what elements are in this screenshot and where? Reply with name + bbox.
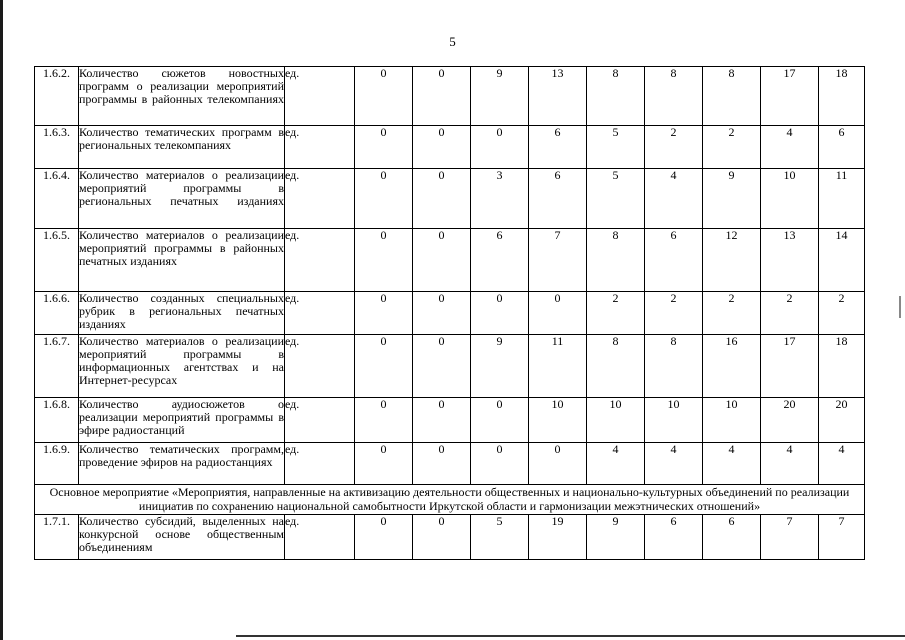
row-value-5: 8 xyxy=(587,67,645,126)
row-value-5: 9 xyxy=(587,515,645,560)
row-value-4: 13 xyxy=(529,67,587,126)
row-value-9: 4 xyxy=(819,443,865,485)
row-value-3: 5 xyxy=(471,515,529,560)
row-code: 1.6.5. xyxy=(35,229,79,292)
row-code: 1.6.3. xyxy=(35,126,79,169)
table-row xyxy=(35,515,865,560)
row-value-4: 11 xyxy=(529,335,587,398)
row-value-1: 0 xyxy=(355,292,413,335)
row-value-1: 0 xyxy=(355,335,413,398)
table-row xyxy=(35,335,865,398)
row-value-9: 6 xyxy=(819,126,865,169)
row-indicator-name: Количество материалов о реализации мероприятий программы в информационных агентствах и на Интернет-ресурсах xyxy=(79,335,285,398)
row-value-7: 2 xyxy=(703,126,761,169)
table-row xyxy=(35,398,865,443)
row-value-7: 9 xyxy=(703,169,761,229)
row-value-2: 0 xyxy=(413,229,471,292)
row-value-2: 0 xyxy=(413,169,471,229)
row-value-8: 17 xyxy=(761,335,819,398)
row-value-1: 0 xyxy=(355,67,413,126)
row-indicator-name: Количество сюжетов новостных программ о реализации мероприятий программы в районных телекомпаниях xyxy=(79,67,285,126)
row-value-5: 5 xyxy=(587,169,645,229)
row-value-6: 6 xyxy=(645,229,703,292)
row-value-6: 10 xyxy=(645,398,703,443)
row-value-6: 4 xyxy=(645,443,703,485)
footer-rule xyxy=(236,635,905,637)
row-unit: ед. xyxy=(285,229,355,292)
row-value-8: 17 xyxy=(761,67,819,126)
row-value-5: 10 xyxy=(587,398,645,443)
section-row xyxy=(35,485,865,515)
row-value-9: 14 xyxy=(819,229,865,292)
row-unit: ед. xyxy=(285,398,355,443)
table-row xyxy=(35,229,865,292)
row-value-5: 8 xyxy=(587,229,645,292)
row-value-1: 0 xyxy=(355,169,413,229)
row-code: 1.6.7. xyxy=(35,335,79,398)
row-value-4: 6 xyxy=(529,126,587,169)
row-value-8: 2 xyxy=(761,292,819,335)
row-value-6: 2 xyxy=(645,292,703,335)
scan-left-edge xyxy=(0,0,3,640)
row-code: 1.6.6. xyxy=(35,292,79,335)
table-row xyxy=(35,126,865,169)
row-indicator-name: Количество аудиосюжетов о реализации мероприятий программы в эфире радиостанций xyxy=(79,398,285,443)
row-value-3: 0 xyxy=(471,126,529,169)
row-value-6: 4 xyxy=(645,169,703,229)
row-value-4: 7 xyxy=(529,229,587,292)
row-value-7: 6 xyxy=(703,515,761,560)
row-value-6: 8 xyxy=(645,67,703,126)
row-value-3: 0 xyxy=(471,292,529,335)
indicators-table xyxy=(34,66,865,560)
table-row xyxy=(35,292,865,335)
table-row xyxy=(35,67,865,126)
row-value-3: 0 xyxy=(471,398,529,443)
row-value-1: 0 xyxy=(355,515,413,560)
row-value-1: 0 xyxy=(355,443,413,485)
row-value-7: 12 xyxy=(703,229,761,292)
section-title: Основное мероприятие «Мероприятия, направленные на активизацию деятельности общественных и национально-культурных объединений по реализации инициатив по сохранению национальной самобытности Иркутской области и гармонизации межэтнических отношений» xyxy=(35,485,865,515)
row-indicator-name: Количество субсидий, выделенных на конкурсной основе общественным объединениям xyxy=(79,515,285,560)
row-value-2: 0 xyxy=(413,67,471,126)
row-value-5: 5 xyxy=(587,126,645,169)
row-indicator-name: Количество тематических программ в региональных телекомпаниях xyxy=(79,126,285,169)
row-value-3: 6 xyxy=(471,229,529,292)
row-value-2: 0 xyxy=(413,292,471,335)
row-unit: ед. xyxy=(285,335,355,398)
row-indicator-name: Количество тематических программ, проведение эфиров на радиостанциях xyxy=(79,443,285,485)
row-value-6: 8 xyxy=(645,335,703,398)
row-value-6: 2 xyxy=(645,126,703,169)
row-value-8: 13 xyxy=(761,229,819,292)
row-value-1: 0 xyxy=(355,126,413,169)
row-unit: ед. xyxy=(285,292,355,335)
row-unit: ед. xyxy=(285,515,355,560)
row-value-2: 0 xyxy=(413,443,471,485)
row-code: 1.6.8. xyxy=(35,398,79,443)
row-unit: ед. xyxy=(285,443,355,485)
row-value-2: 0 xyxy=(413,126,471,169)
row-code: 1.6.9. xyxy=(35,443,79,485)
row-value-4: 0 xyxy=(529,443,587,485)
row-indicator-name: Количество материалов о реализации мероприятий программы в районных печатных изданиях xyxy=(79,229,285,292)
row-value-5: 8 xyxy=(587,335,645,398)
row-code: 1.6.2. xyxy=(35,67,79,126)
scan-right-mark xyxy=(899,296,901,318)
row-value-9: 18 xyxy=(819,67,865,126)
table-row xyxy=(35,443,865,485)
row-value-9: 2 xyxy=(819,292,865,335)
row-unit: ед. xyxy=(285,169,355,229)
row-value-5: 4 xyxy=(587,443,645,485)
table-row xyxy=(35,169,865,229)
row-value-7: 8 xyxy=(703,67,761,126)
row-value-2: 0 xyxy=(413,398,471,443)
row-value-8: 4 xyxy=(761,126,819,169)
row-value-7: 4 xyxy=(703,443,761,485)
row-value-4: 6 xyxy=(529,169,587,229)
row-value-9: 7 xyxy=(819,515,865,560)
row-indicator-name: Количество созданных специальных рубрик в региональных печатных изданиях xyxy=(79,292,285,335)
row-value-9: 11 xyxy=(819,169,865,229)
row-value-1: 0 xyxy=(355,398,413,443)
row-value-8: 4 xyxy=(761,443,819,485)
row-indicator-name: Количество материалов о реализации мероприятий программы в региональных печатных изданиях xyxy=(79,169,285,229)
row-value-4: 19 xyxy=(529,515,587,560)
row-value-7: 10 xyxy=(703,398,761,443)
row-value-9: 18 xyxy=(819,335,865,398)
row-value-7: 2 xyxy=(703,292,761,335)
row-value-4: 10 xyxy=(529,398,587,443)
row-value-3: 3 xyxy=(471,169,529,229)
row-value-8: 10 xyxy=(761,169,819,229)
row-unit: ед. xyxy=(285,67,355,126)
row-value-1: 0 xyxy=(355,229,413,292)
row-value-2: 0 xyxy=(413,515,471,560)
row-value-8: 20 xyxy=(761,398,819,443)
row-value-5: 2 xyxy=(587,292,645,335)
row-value-9: 20 xyxy=(819,398,865,443)
row-value-7: 16 xyxy=(703,335,761,398)
row-value-3: 9 xyxy=(471,335,529,398)
page-number: 5 xyxy=(449,34,456,49)
row-unit: ед. xyxy=(285,126,355,169)
row-value-3: 9 xyxy=(471,67,529,126)
row-value-3: 0 xyxy=(471,443,529,485)
row-value-4: 0 xyxy=(529,292,587,335)
row-code: 1.7.1. xyxy=(35,515,79,560)
row-code: 1.6.4. xyxy=(35,169,79,229)
row-value-6: 6 xyxy=(645,515,703,560)
row-value-8: 7 xyxy=(761,515,819,560)
table-body xyxy=(35,67,865,560)
row-value-2: 0 xyxy=(413,335,471,398)
